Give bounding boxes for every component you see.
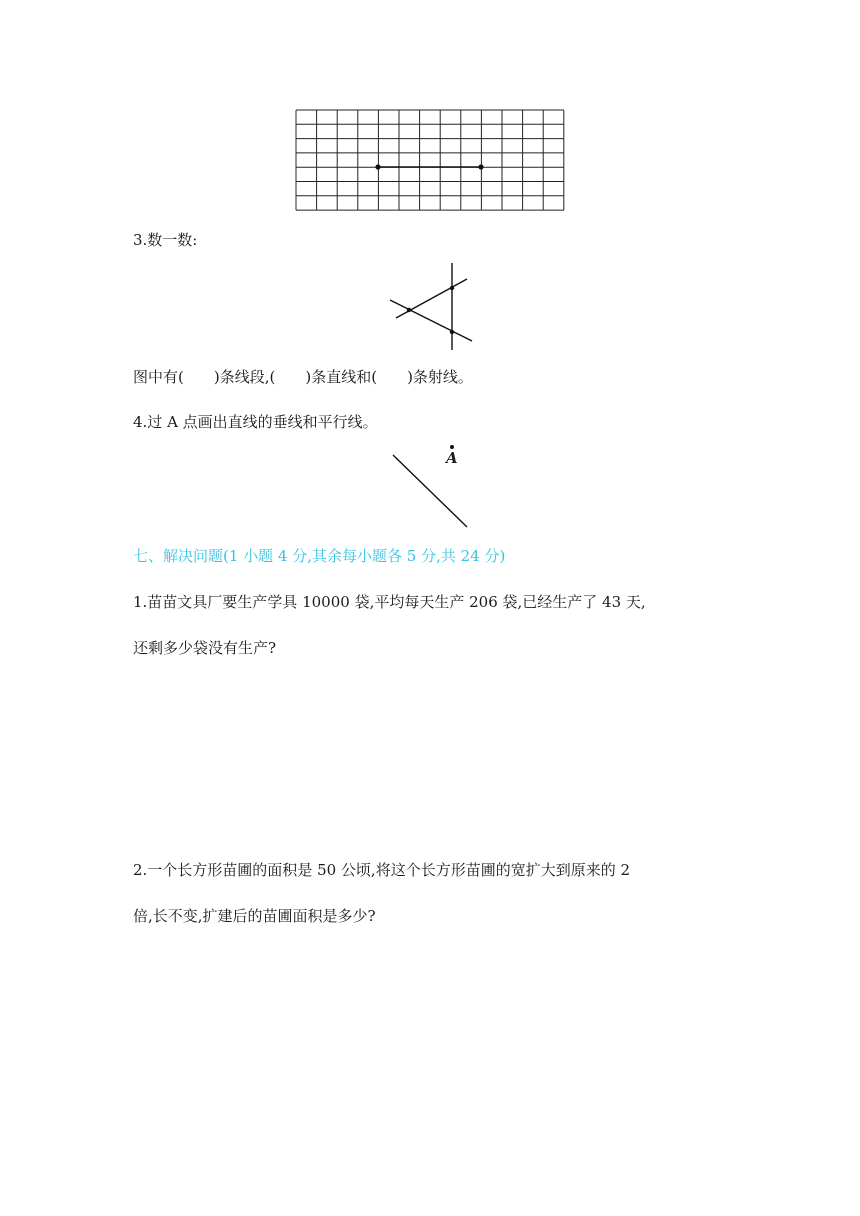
answer-text-4: )条射线。: [407, 368, 473, 386]
problem-2-line-1: 2.一个长方形苗圃的面积是 50 公顷,将这个长方形苗圃的宽扩大到原来的 2: [133, 861, 631, 879]
question-3-label: 3.数一数:: [133, 231, 198, 249]
grid-lines: [296, 110, 564, 210]
counting-figure: [390, 263, 472, 350]
section-7-title: 七、解决问题(1 小题 4 分,其余每小题各 5 分,共 24 分): [133, 547, 506, 565]
problem-1-line-1: 1.苗苗文具厂要生产学具 10000 袋,平均每天生产 206 袋,已经生产了 43 天,: [133, 593, 646, 611]
answer-text-1: 图中有(: [133, 368, 184, 386]
problem-1-line-2: 还剩多少袋没有生产?: [133, 639, 277, 657]
point-a-label: A: [446, 449, 458, 467]
question-4-label: 4.过 A 点画出直线的垂线和平行线。: [133, 413, 378, 431]
question-3-answer-line: [133, 366, 473, 387]
intersection-point: [450, 286, 454, 290]
intersection-point: [407, 308, 411, 312]
segment-endpoint-left: [375, 164, 380, 169]
answer-text-3: )条直线和(: [305, 368, 378, 386]
segment-endpoint-right: [478, 164, 483, 169]
intersection-point: [450, 330, 454, 334]
slanted-line-upper: [396, 279, 467, 318]
answer-text-2: )条线段,(: [213, 368, 276, 386]
problem-2-line-2: 倍,长不变,扩建后的苗圃面积是多少?: [133, 907, 376, 925]
slanted-line-lower: [390, 300, 472, 341]
